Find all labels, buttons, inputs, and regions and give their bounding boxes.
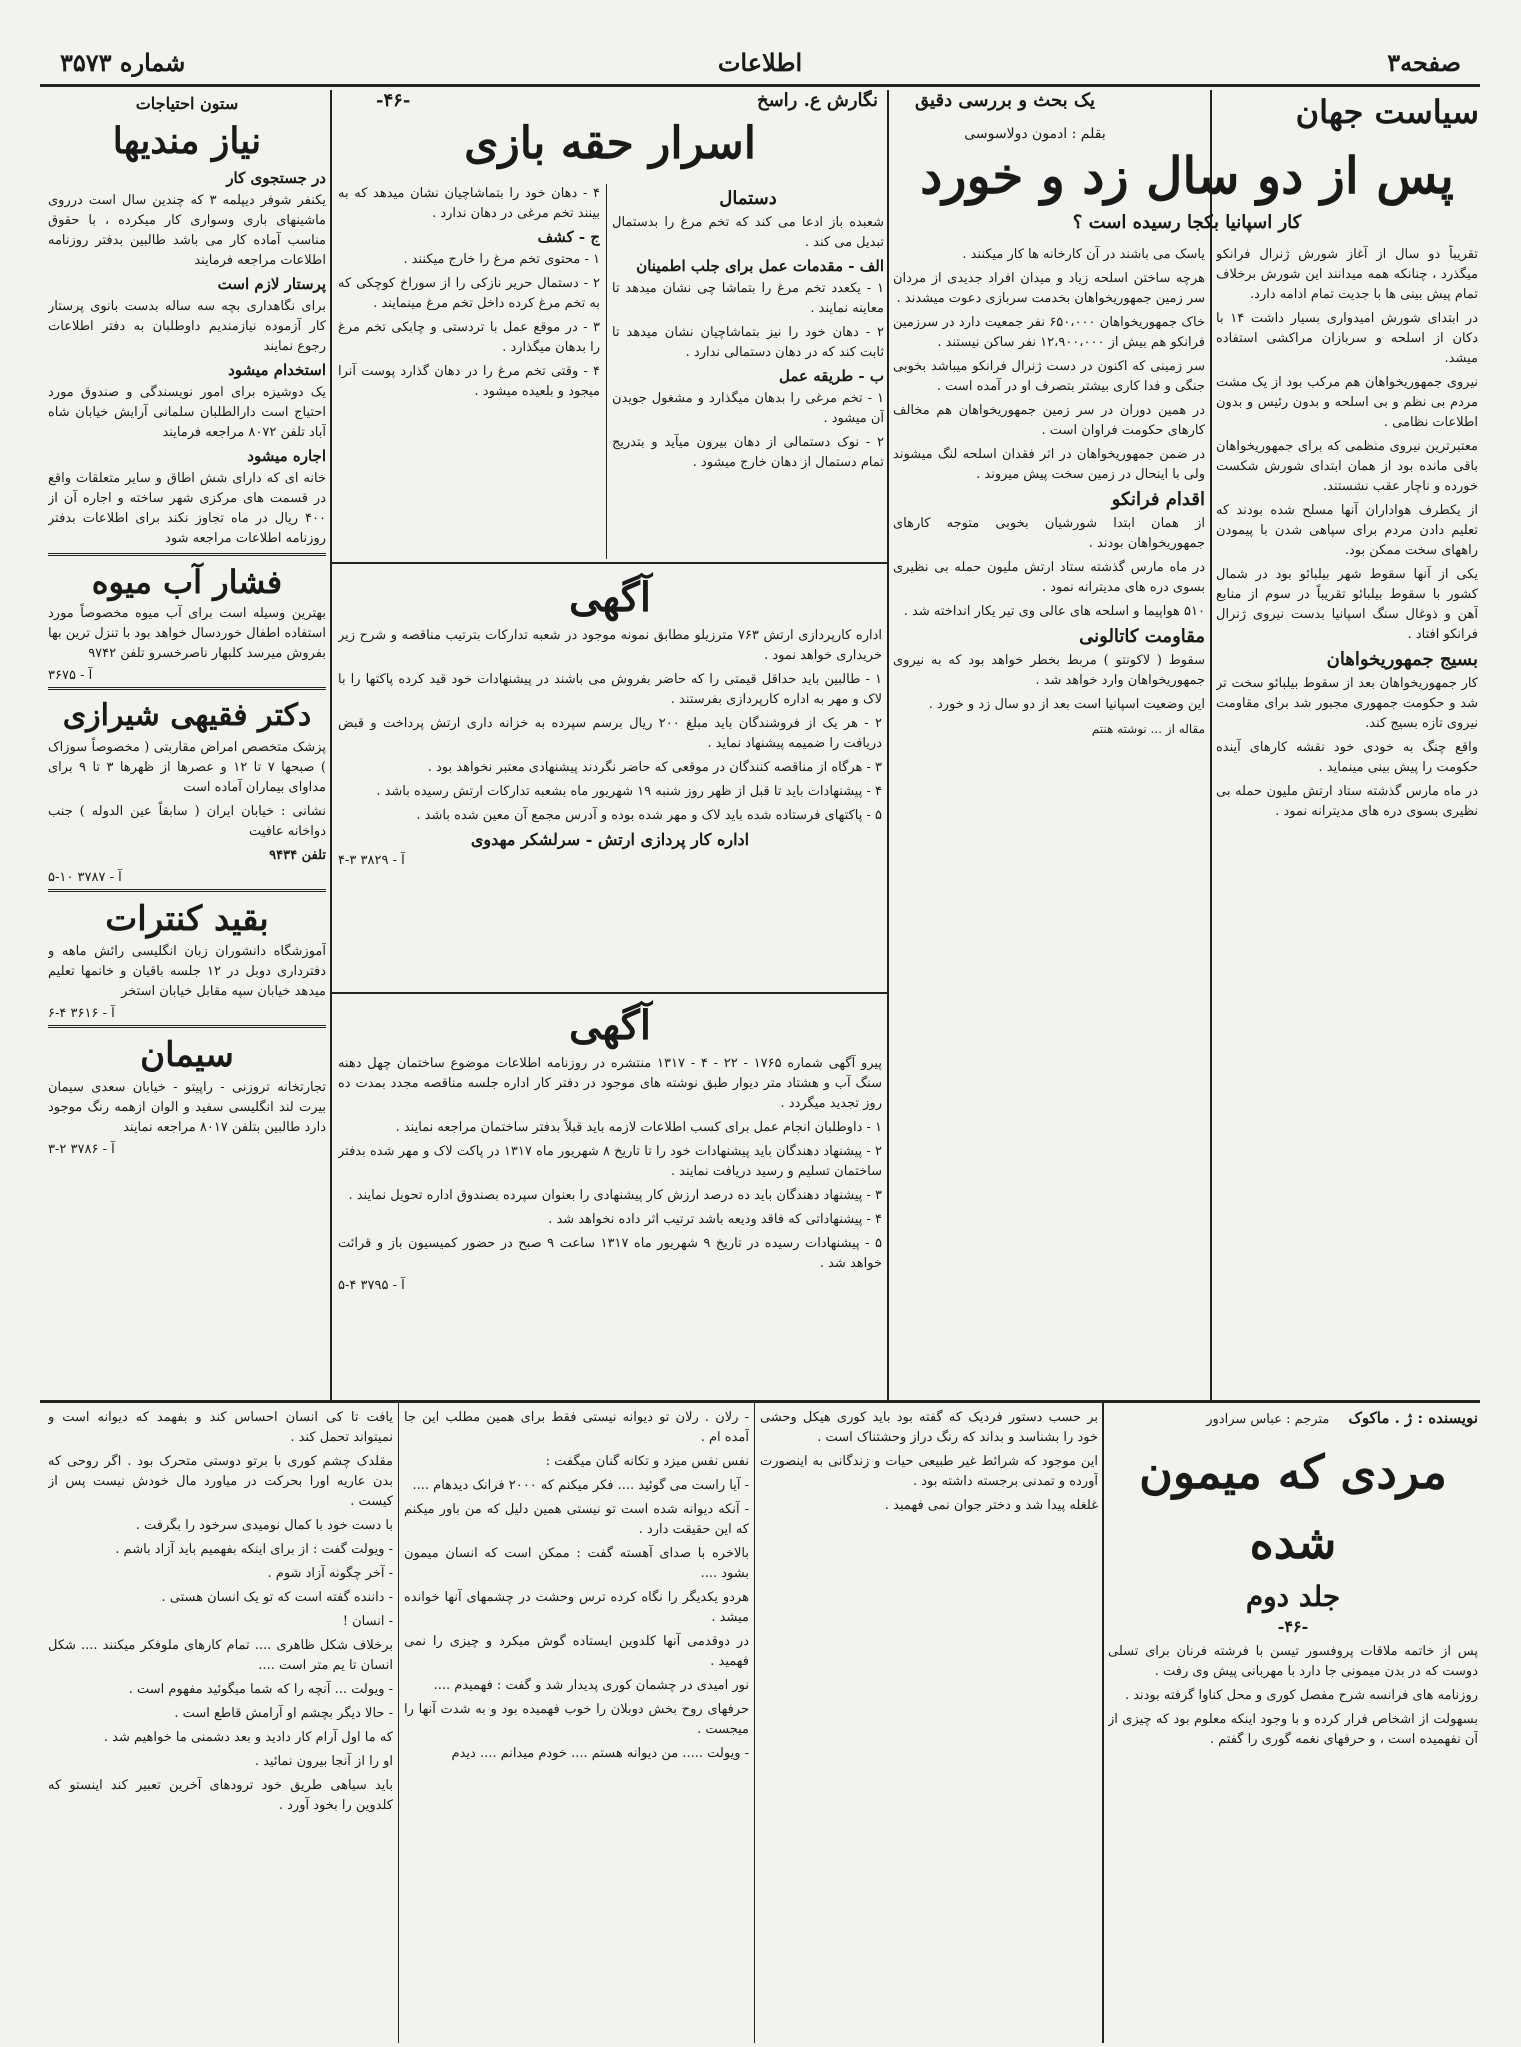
paragraph: این وضعیت اسپانیا است بعد از دو سال زد و خورد . [928,697,1205,712]
ad-text: تجارتخانه تروزنی - راپیتو - خیابان سعدی سیمان بیرت لند انگلیسی سفید و الوان ازهمه رنگ موجود دارد طالبین بتلفن ۸۰۱۷ مراجعه نمایند [48,1080,326,1135]
paragraph: - آخر چگونه آزاد شوم . [267,1566,393,1581]
paragraph: ۲ - نوک دستمالی از دهان بیرون میآید و بتدریج تمام دستمال از دهان خارج میشود . [612,435,884,470]
section-rule [40,1400,1480,1403]
paragraph: روزنامه های فرانسه شرح مفصل کوری و محل کناوا گرفته بودند . [1124,1688,1478,1703]
classified-heading: اجاره میشود [247,447,326,465]
page-header [0,44,1521,84]
ad-code: آ - ۳۷۹۵ ۴-۵ [338,1278,405,1293]
paragraph: بالاخره با صدای آهسته گفت : ممکن است که انسان میمون بشود .... [404,1546,749,1581]
paragraph: ۱ - تخم مرغی را بدهان میگذارد و مشغول جویدن آن میشود . [612,391,884,426]
serial-number: -۴۶- [1277,1617,1309,1636]
article-title: اسرار حقه بازی [464,118,756,169]
paragraph: - ویولت ..... من دیوانه هستم .... خودم میدانم .... دیدم [451,1746,749,1761]
paragraph: ۳ - هرگاه از مناقصه کنندگان در موقعی که حاضر نگردند پیشنهادی معتبر نخواهد بود . [427,760,882,775]
translator: مترجم : عباس سرادور [1206,1412,1330,1427]
paragraph: یکی از آنها سقوط شهر بیلبائو بود در شمال کشور با سقوط بیلبائو تقریباً در سوم از منابع آهن و ذوغال سنگ اسپانیا بدست نیروی ژنرال فرانکو افتاد . [1216,567,1478,642]
ad-school [48,889,326,1021]
serial-title: مردی که میمون شده [1139,1445,1447,1569]
ad-code: آ - ۳۶۱۶ ۴-۶ [48,1006,115,1021]
section-rule [332,562,888,564]
paragraph: در همین دوران در سر زمین جمهوریخواهان هم مخالف کارهای حکومت فراوان است . [893,403,1205,438]
ad-cement [48,1025,326,1157]
paragraph: پیرو آگهی شماره ۱۷۶۵ - ۲۲ - ۴ - ۱۳۱۷ منتشره در روزنامه اطلاعات موضوع ساختمان چهل دهنه سنگ آب و هشتاد متر دیوار طبق نوشته های موجود در دفتر کار اداره جلسه مناقصه مجدد بمدت ده روز تجدید میگردد . [338,1056,882,1111]
spain-col-b [893,245,1205,1395]
sub-heading: الف - مقدمات عمل برای جلب اطمینان [636,257,884,275]
paragraph: اداره کارپردازی ارتش ۷۶۳ مترزیلو مطابق نمونه موجود در شعبه تدارکات بترتیب مناقصه و شرح زیر خریداری خواهد نمود . [338,628,882,663]
paragraph: ۴ - دهان خود را بتماشاچیان نشان میدهد که به بینند تخم مرغی در دهان ندارد . [338,186,600,221]
tricks-headline-block [336,90,884,180]
paragraph: ۲ - هر یک از فروشندگان باید مبلغ ۲۰۰ ریال برسم سپرده به خزانه داری ارتش پرداخت و قبض دریافت را ضمیمه پیشنهاد نماید . [338,716,882,751]
ad-doctor [48,687,326,885]
ad-text: پزشک متخصص امراض مقاربتی ( مخصوصاً سوزاک ) صبحها ۷ تا ۱۲ و عصرها از ظهرها ۳ تا ۹ برای مداوای بیماران آماده است [48,740,326,795]
paragraph: مقلدک چشم کوری با برتو دوستی متحرک بود . اگر روحی که بدن عاریه اورا بحرکت در میاورد مال خودش نیست پس از کیست . [48,1454,393,1509]
credit: مقاله از ... نوشته هنتم [1091,722,1205,736]
paragraph: - آیا راست می گوئید .... فکر میکنم که ۲۰۰۰ فرانک دیدهام .... [412,1478,749,1493]
paragraph: ۱ - یکعدد تخم مرغ را بتماشا چی نشان میدهد تا معاینه نمایند . [612,281,884,316]
paragraph: ۳ - در موقع عمل با تردستی و چابکی تخم مرغ را بدهان میگذارد . [338,320,600,355]
paragraph: در ضمن جمهوریخواهان در اثر فقدان اسلحه لنگ میشوند ولی با اینحال در زمین سخت پیش میروند . [893,447,1205,482]
kicker: نگارش ع. راسخ [756,90,878,111]
paragraph: از یکطرف هواداران آنها مسلح شده بودند که تعلیم دادن مردم برای سپاهی شدن با پیمودن راههای سخت ممکن بود. [1216,503,1478,558]
article-subtitle: کار اسپانیا بکجا رسیده است ؟ [1072,212,1302,233]
author: نویسنده : ژ . ماکوک [1348,1409,1478,1427]
column-rule [330,90,332,1400]
ad-juicer [48,553,326,683]
sub-heading: ب - طریقه عمل [778,367,884,385]
paragraph: - حالا دیگر بچشم او آرامش قاطع است . [174,1706,393,1721]
paragraph: هردو یکدیگر را نگاه کرده ترس وحشت در چشمهای آنها خوانده میشد . [404,1590,749,1625]
article-title: پس از دو سال زد و خورد [920,146,1454,205]
serial-story-col-4 [48,1408,393,2043]
ad-title: فشار آب میوه [91,563,283,601]
column-rule [606,184,607,559]
notice-signature: اداره کار پردازی ارتش - سرلشکر مهدوی [470,830,750,849]
paragraph: - داننده گفته است که تو یک انسان هستی . [161,1590,393,1605]
notice-construction [338,998,882,1396]
paragraph: این موجود که شرائط غیر طبیعی حیات و زندگانی به اینصورت آورده و تمدنی برجسته داشته بود . [760,1454,1098,1489]
paragraph: ۴ - وقتی تخم مرغ را در دهان گذارد پوست آنرا میجود و بلعیده میشود . [338,364,600,399]
column-rule [1102,1403,1104,2043]
column-rule [754,1403,755,2043]
paragraph: ۱ - داوطلبان انجام عمل برای کسب اطلاعات لازمه باید قبلاً بدفتر ساختمان مراجعه نمایند . [395,1120,882,1135]
paragraph: برخلاف شکل ظاهری .... تمام کارهای ملوفکر میکنند .... شکل انسان تا یم متر است .... [48,1638,393,1673]
sub-heading: ج - کشف [537,228,600,246]
tricks-col-right [612,184,884,559]
classifieds-title: نیاز مندیها [112,120,262,162]
paragraph: ۲ - دستمال حریر نازکی را از سوراخ کوچکی که به تخم مرغ کرده داخل تخم مرغ مینمایند . [338,276,600,311]
ad-code: آ - ۳۸۲۹ ۳-۴ [338,853,405,868]
ad-phone: تلفن ۹۴۳۴ [269,848,326,863]
paragraph: - انسان ! [342,1614,393,1629]
paragraph: حرفهای روح بخش دوبلان را خوب فهمیده بود و به شدت آنها را میجست . [404,1702,749,1737]
spain-col-a [1216,245,1478,1395]
paragraph: واقع چنگ به خودی خود نقشه کارهای آینده حکومت را پیش بینی مینماید . [1216,740,1478,775]
paragraph: نور امیدی در چشمان کوری پدیدار شد و گفت : فهمیدم .... [433,1678,749,1693]
paragraph: بر حسب دستور فردیک که گفته بود باید کوری هیکل وحشی خود را بشناسد و بداند که رنگ دراز وحشتناک است . [760,1410,1098,1445]
paragraph: در ماه مارس گذشته ستاد ارتش ملیون حمله بی نظیری بسوی دره های مدیترانه نمود . [1216,784,1478,819]
classified-heading: در جستجوی کار [226,169,326,187]
paragraph: در ماه مارس گذشته ستاد ارتش ملیون حمله بی نظیری بسوی دره های مدیترانه نمود . [893,560,1205,595]
paragraph: خاک جمهوریخواهان ۶۵۰،۰۰۰ نفر جمعیت دارد در سرزمین فرانکو هم بیش از ۱۲،۹۰۰،۰۰۰ نفر ساکن نیستند . [893,315,1205,350]
paragraph: - ویولت گفت : از برای اینکه بفهمیم باید آزاد باشم . [115,1542,393,1557]
ad-code: آ - ۳۶۷۵ [48,668,93,683]
ad-code: آ - ۳۷۸۶ ۲-۳ [48,1142,115,1157]
paragraph: در ابتدای شورش امیدواری بسیار داشت ۱۴ با دکان از اسلحه و سربازان مراکشی استفاده میشد. [1216,311,1478,366]
sub-heading: مقاومت کاتالونی [1079,626,1205,647]
sub-heading: دستمال [719,188,777,209]
serial-volume: جلد دوم [1245,1580,1341,1613]
classifieds-column [48,90,326,1396]
paragraph: سقوط ( لاکونتو ) مربط بخطر خواهد بود که به نیروی جمهوریخواهان وارد خواهد شد . [893,653,1205,688]
paragraph: ۵ - پاکتهای فرستاده شده باید لاک و مهر شده بوده و آدرس مجمع آن معین شده باشد . [416,808,882,823]
notice-army-procurement [338,570,882,990]
serial-story-col-3 [404,1408,749,2043]
paragraph: از همان ابتدا شورشیان بخوبی متوجه کارهای جمهوریخواهان بودند . [893,516,1205,551]
tricks-col-left [338,184,600,559]
paragraph: هرچه ساختن اسلحه زیاد و میدان افراد جدیدی از مردان سر زمین جمهوریخواهان بخدمت سربازی دعوت میشدند . [893,271,1205,306]
classified-text: خانه ای که دارای شش اطاق و سایر متعلقات واقع در قسمت های مرکزی شهر ساخته و اجاره آن از ۴۰۰ ریال در ماه تجاوز نکند برای اطلاعات بدفتر روزنامه اطلاعات مراجعه شود [48,471,326,546]
sub-heading: بسیج جمهوریخواهان [1326,649,1478,670]
column-rule [1210,90,1212,1400]
ad-text: بهترین وسیله است برای آب میوه مخصوصاً مورد استفاده اطفال خوردسال خواهد بود با تنزل ترین بها بفروش میرسد کلبهار ناصرخسرو تلفن ۹۷۴۲ [48,606,326,661]
paragraph: یاسک می باشند در آن کارخانه ها کار میکنند . [962,247,1205,262]
paragraph: با دست خود با کمال نومیدی سرخود را بگرفت . [135,1518,393,1533]
paragraph: ۲ - پیشنهاد دهندگان باید پیشنهادات خود را تا تاریخ ۸ شهریور ماه ۱۳۱۷ در پاکت لاک و مهر شده بدفتر ساختمان تسلیم و رسید دریافت نمایند . [338,1144,882,1179]
ad-code: آ - ۳۷۸۷ ۱۰-۵ [48,870,122,885]
paragraph: تقریباً دو سال از آغاز شورش ژنرال فرانکو میگذرد ، چنانکه همه میدانند این شورش برخلاف تمام پیش بینی ها با جدیت تمام ادامه دارد. [1216,247,1478,302]
classified-heading: استخدام میشود [228,361,326,379]
ad-title: بقید کنترات [105,899,269,939]
page-label: صفحه۳ [1387,48,1461,77]
column-header: ستون احتیاجات [135,94,239,113]
newspaper-name: اطلاعات [717,48,803,77]
serial-story-col-2 [760,1408,1098,2043]
paragraph: ۵۱۰ هواپیما و اسلحه های عالی وی تیر یکار انداخته شد . [903,604,1205,619]
notice-heading: آگهی [569,1002,651,1049]
article-number: -۴۶- [376,90,411,111]
classified-text: یکنفر شوفر دیپلمه ۳ که چندین سال است درروی ماشینهای باری وسواری کار میکرده ، با حقوق مناسب آماده کار می باشد طالبین بدفتر روزنامه اطلاعات مراجعه فرمایند [48,193,326,268]
column-rule [887,90,889,1400]
ad-title: سیمان [140,1035,234,1075]
paragraph: ۵ - پیشنهادات رسیده در تاریخ ۹ شهریور ماه ۱۳۱۷ ساعت ۹ صبح در حضور کمیسیون باز و قرائت خواهد شد . [338,1236,882,1271]
ad-text: آموزشگاه دانشوران زبان انگلیسی رائش ماهه و دفترداری دوبل در ۱۲ جلسه باقیان و خانمها تعلیم میدهد خیابان سپه مقابل خیابان استخر [48,944,326,999]
paragraph: ۴ - پیشنهادات باید تا قبل از ظهر روز شنبه ۱۹ شهریور ماه بشعبه تدارکات ارتش رسیده باشد . [376,784,882,799]
ad-address: نشانی : خیابان ایران ( سابقاً عین الدوله ) جنب دواخانه عافیت [48,804,326,839]
paragraph: ۲ - دهان خود را نیز بتماشاچیان نشان میدهد تا ثابت کند که در دهان دستمالی ندارد . [612,325,884,360]
paragraph: بسهولت از اشخاص فرار کرده و با وجود اینکه معلوم بود که چیزی از آن نفهمیده است ، و حرفهای نغمه گوری را گفتم . [1108,1712,1478,1747]
paragraph: معتبرترین نیروی منظمی که برای جمهوریخواهان باقی مانده بود از همان ابتدای شورش شکست خورده و ناچار عقب نشستند. [1216,439,1478,494]
paragraph: غلغله پیدا شد و دختر جوان نمی فهمید . [884,1498,1098,1513]
paragraph: - ویولت ... آنچه را که شما میگوئید مفهوم است . [128,1682,393,1697]
paragraph: نیروی جمهوریخواهان هم مرکب بود از یک مشت مردم بی نظم و بی اسلحه و بدون رئیس و بدون اطلاعات نظامی . [1216,375,1478,430]
paragraph: ۴ - پیشنهاداتی که فاقد ودیعه باشد ترتیب اثر داده نخواهد شد . [548,1212,882,1227]
paragraph: او را از آنجا بیرون نمائید . [254,1754,393,1769]
paragraph: سر زمینی که اکنون در دست ژنرال فرانکو میباشد بخوبی جنگی و فدا کاری بیشتر بتصرف او در آمده است . [893,359,1205,394]
serial-story-intro [1108,1408,1478,2043]
column-rule [398,1403,399,2043]
paragraph: ۳ - پیشنهاد دهندگان باید ده درصد ارزش کار پیشنهادی را بعنوان سپرده بصندوق اداره تحویل نمایند . [348,1188,882,1203]
classified-heading: پرستار لازم است [217,275,326,293]
header-rule [40,84,1480,87]
paragraph: کار جمهوریخواهان بعد از سقوط بیلبائو سخت تر شد و حکومت جمهوری مجبور شد برای مقاومت نیروی تازه بسیج کند. [1216,676,1478,731]
paragraph: نفس نفس میزد و تکانه گنان میگفت : [545,1454,749,1469]
paragraph: یافت تا کی انسان احساس کند و بفهمد که دیوانه است و نمیتواند تحمل کند . [48,1410,393,1445]
paragraph: در دوقدمی آنها کلدوین ایستاده گوش میکرد و چیزی را نمی فهمید . [404,1634,749,1669]
paragraph: ۱ - طالبین باید حداقل قیمتی را که حاضر بفروش می باشند در پیشنهادات خود قید کرده پاکتها را با لاک و مهر به اداره کارپردازی بفرستند . [338,672,882,707]
paragraph: که ما اول آرام کار دادید و بعد دشمنی ما خواهیم شد . [103,1730,393,1745]
paragraph: باید سیاهی طریق خود ترودهای آخرین تعبیر کند اینستو که کلدوین را بخود آورد . [48,1778,393,1813]
byline: بقلم : ادمون دولاسوسی [964,126,1106,142]
notice-heading: آگهی [569,574,651,621]
paragraph: پس از خاتمه ملاقات پروفسور تیسن با فرشته فرنان برای تسلی دوست که در بدن میمونی جا دارد با مهربانی پیش وی رفت . [1108,1644,1478,1679]
ad-title: دکتر فقیهی شیرازی [62,698,312,733]
paragraph: - رلان . رلان تو دیوانه نیستی فقط برای همین مطلب این جا آمده ام . [404,1410,749,1445]
sub-heading: اقدام فرانکو [1111,489,1205,510]
classified-text: برای نگاهداری بچه سه ساله بدست بانوی پرستار کار آزموده نیازمندیم داوطلبان به دفتر اطلاعات رجوع نمایند [48,299,326,354]
issue-number: شماره ۳۵۷۳ [60,48,186,77]
spain-headline-block [895,90,1479,240]
kicker: یک بحث و بررسی دقیق [915,90,1095,111]
paragraph: - آنکه دیوانه شده است تو نیستی همین دلیل که من باور میکنم که این حقیقت دارد . [404,1502,749,1537]
section-title: سیاست جهان [1295,93,1479,131]
classified-text: یک دوشیزه برای امور نویسندگی و صندوق مورد احتیاج است دارالطلبان سلمانی آرایش خیابان شاه آباد تلفن ۸۰۷۲ مراجعه فرمایند [48,385,326,440]
paragraph: شعبده باز ادعا می کند که تخم مرغ را بدستمال تبدیل می کند . [612,215,884,250]
paragraph: ۱ - محتوی تخم مرغ را خارج میکنند . [403,252,600,267]
section-rule [332,992,888,994]
